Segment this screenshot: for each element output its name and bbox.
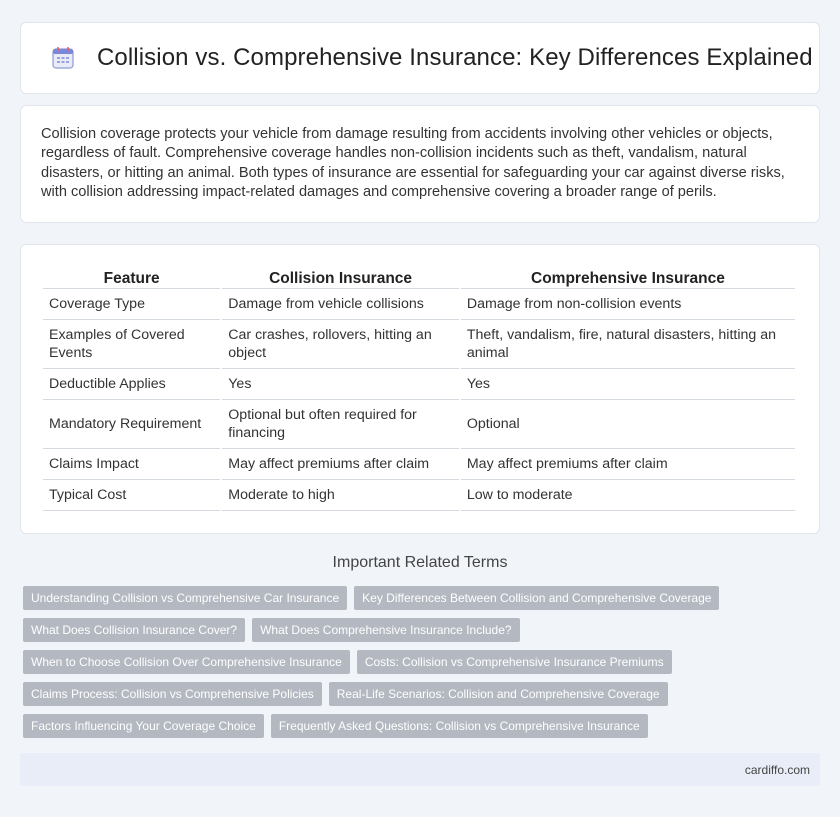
table-cell: May affect premiums after claim [222, 449, 459, 480]
related-term-tag[interactable]: Key Differences Between Collision and Comprehensive Coverage [354, 586, 719, 610]
table-cell: Yes [461, 369, 795, 400]
table-cell: Typical Cost [43, 480, 220, 511]
table-cell: Deductible Applies [43, 369, 220, 400]
related-term-tag[interactable]: What Does Comprehensive Insurance Include? [252, 618, 519, 642]
related-term-tag[interactable]: Factors Influencing Your Coverage Choice [23, 714, 264, 738]
footer-site-link[interactable]: cardiffo.com [744, 763, 810, 777]
related-term-tag[interactable]: Frequently Asked Questions: Collision vs Comprehensive Insurance [271, 714, 648, 738]
related-term-tag[interactable]: Real-Life Scenarios: Collision and Comprehensive Coverage [329, 682, 668, 706]
related-term-tag[interactable]: Costs: Collision vs Comprehensive Insurance Premiums [357, 650, 672, 674]
related-term-tag[interactable]: Claims Process: Collision vs Comprehensive Policies [23, 682, 322, 706]
column-header: Feature [43, 265, 220, 289]
table-row [43, 320, 795, 369]
comparison-card [20, 244, 820, 534]
related-term-tag[interactable]: What Does Collision Insurance Cover? [23, 618, 245, 642]
table-cell: Claims Impact [43, 449, 220, 480]
table-cell: Examples of Covered Events [43, 320, 220, 369]
table-row [43, 289, 795, 320]
page-header [20, 22, 820, 94]
table-row [43, 480, 795, 511]
table-cell: Moderate to high [222, 480, 459, 511]
table-cell: Theft, vandalism, fire, natural disasters, hitting an animal [461, 320, 795, 369]
table-cell: Optional [461, 400, 795, 449]
table-cell: Damage from non-collision events [461, 289, 795, 320]
table-cell: Optional but often required for financing [222, 400, 459, 449]
intro-text: Collision coverage protects your vehicle from damage resulting from accidents involving other vehicles or objects, regardless of fault. Comprehensive coverage handles non-collision incidents such as theft, vandalism, natural disasters, or hitting an animal. Both types of insurance are essential for safeguarding your car against diverse risks, with collision addressing impact-related damages and comprehensive covering a broader range of perils. [41, 126, 785, 201]
table-cell: Low to moderate [461, 480, 795, 511]
table-row [43, 400, 795, 449]
table-cell: Damage from vehicle collisions [222, 289, 459, 320]
table-header-row [43, 265, 795, 289]
footer [20, 753, 820, 786]
related-terms-list [23, 586, 823, 746]
intro-card [20, 105, 820, 223]
table-row [43, 449, 795, 480]
table-cell: Yes [222, 369, 459, 400]
related-term-tag[interactable]: When to Choose Collision Over Comprehensive Insurance [23, 650, 350, 674]
table-cell: May affect premiums after claim [461, 449, 795, 480]
page-title: Collision vs. Comprehensive Insurance: Key Differences Explained [97, 44, 813, 71]
table-cell: Car crashes, rollovers, hitting an object [222, 320, 459, 369]
table-cell: Coverage Type [43, 289, 220, 320]
table-cell: Mandatory Requirement [43, 400, 220, 449]
related-term-tag[interactable]: Understanding Collision vs Comprehensive Car Insurance [23, 586, 347, 610]
column-header: Comprehensive Insurance [461, 265, 795, 289]
calendar-icon [51, 46, 75, 70]
comparison-table [41, 265, 797, 511]
related-terms-title: Important Related Terms [332, 554, 508, 571]
table-row [43, 369, 795, 400]
column-header: Collision Insurance [222, 265, 459, 289]
